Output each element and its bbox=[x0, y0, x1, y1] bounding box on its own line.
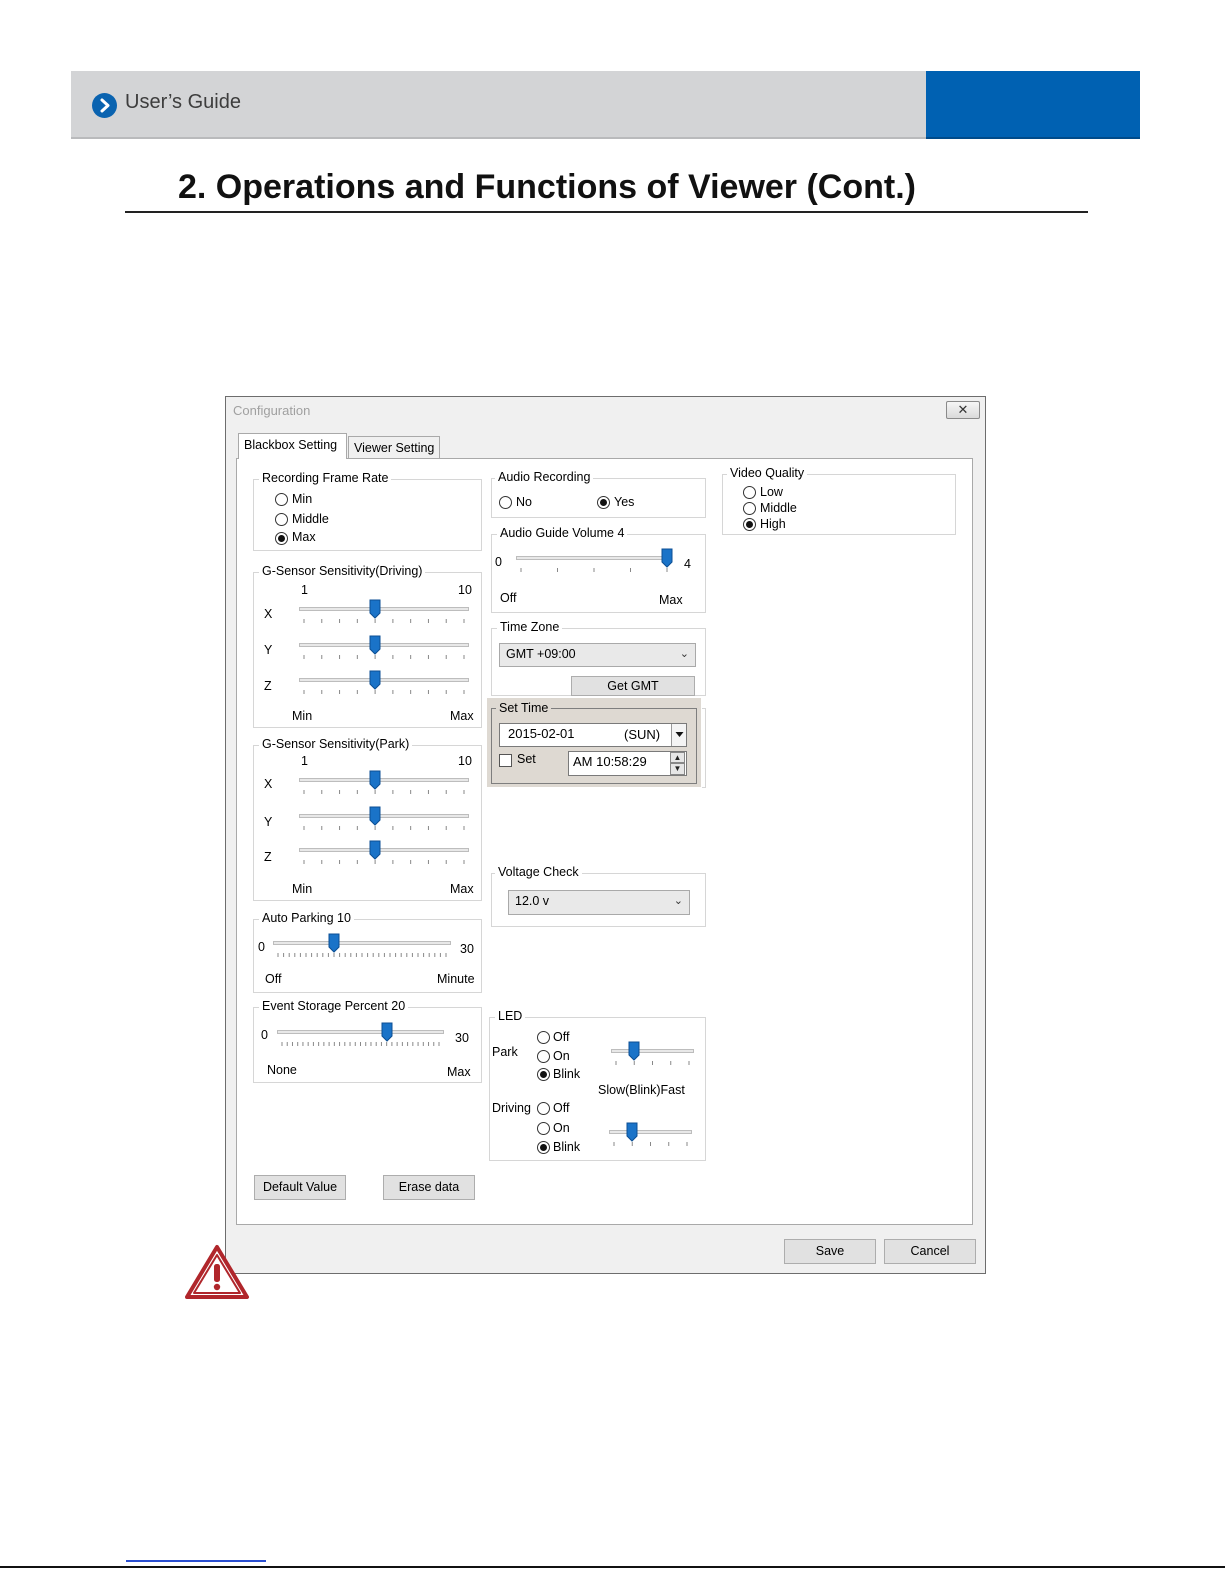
volume-min: 0 bbox=[495, 555, 502, 569]
g-driving-axis-x-label: X bbox=[264, 607, 273, 621]
g-park-y-slider-ticks bbox=[299, 826, 469, 832]
guide-label: User’s Guide bbox=[125, 91, 241, 113]
chevron-down-icon: ⌄ bbox=[673, 895, 683, 907]
g-driving-x-slider-thumb[interactable] bbox=[369, 599, 381, 619]
event-storage-none-label: None bbox=[267, 1063, 297, 1077]
g-driving-y-slider-ticks bbox=[299, 655, 469, 661]
voltage-select[interactable] bbox=[508, 890, 690, 915]
cancel-button[interactable]: Cancel bbox=[884, 1239, 976, 1264]
audio-no-label: No bbox=[516, 495, 532, 509]
g-driving-z-slider-thumb[interactable] bbox=[369, 670, 381, 690]
recording-frame-rate-label: Recording Frame Rate bbox=[259, 471, 391, 485]
audio-no-radio[interactable] bbox=[499, 496, 512, 509]
g-driving-x-slider-track[interactable] bbox=[299, 607, 469, 611]
quality-middle-radio[interactable] bbox=[743, 502, 756, 515]
quality-middle-label: Middle bbox=[760, 501, 797, 515]
auto-parking-minute-label: Minute bbox=[437, 972, 475, 986]
set-time-checkbox-label: Set bbox=[517, 752, 536, 766]
default-value-button[interactable]: Default Value bbox=[254, 1175, 346, 1200]
time-zone-label: Time Zone bbox=[497, 620, 562, 634]
warning-icon bbox=[183, 1243, 251, 1306]
quality-low-label: Low bbox=[760, 485, 783, 499]
event-storage-min: 0 bbox=[261, 1028, 268, 1042]
audio-guide-volume-slider-track[interactable] bbox=[516, 556, 672, 560]
led-label: LED bbox=[495, 1009, 525, 1023]
g-park-max-label: Max bbox=[450, 882, 474, 896]
led-speed-label: Slow(Blink)Fast bbox=[598, 1083, 685, 1097]
footer-rule bbox=[0, 1566, 1225, 1568]
g-park-y-slider-track[interactable] bbox=[299, 814, 469, 818]
led-driving-speed-slider-track[interactable] bbox=[609, 1130, 692, 1134]
g-park-x-slider-ticks bbox=[299, 790, 469, 796]
auto-parking-max: 30 bbox=[460, 942, 474, 956]
led-driving-blink-radio[interactable] bbox=[537, 1141, 550, 1154]
g-park-x-slider-thumb[interactable] bbox=[369, 770, 381, 790]
g-driving-y-slider-track[interactable] bbox=[299, 643, 469, 647]
led-driving-label: Driving bbox=[492, 1101, 531, 1115]
quality-low-radio[interactable] bbox=[743, 486, 756, 499]
save-button[interactable]: Save bbox=[784, 1239, 876, 1264]
day-value: (SUN) bbox=[624, 727, 661, 742]
frame-rate-min-radio[interactable] bbox=[275, 493, 288, 506]
chevron-down-icon: ⌄ bbox=[679, 648, 689, 660]
led-park-blink-radio[interactable] bbox=[537, 1068, 550, 1081]
led-park-speed-slider-track[interactable] bbox=[611, 1049, 694, 1053]
tab-blackbox-setting[interactable]: Blackbox Setting bbox=[238, 433, 347, 459]
led-park-on-radio[interactable] bbox=[537, 1050, 550, 1063]
video-quality-label: Video Quality bbox=[727, 466, 807, 480]
led-driving-on-label: On bbox=[553, 1121, 570, 1135]
frame-rate-middle-radio[interactable] bbox=[275, 513, 288, 526]
g-sensor-driving-label: G-Sensor Sensitivity(Driving) bbox=[259, 564, 425, 578]
set-time-group-edge bbox=[702, 708, 706, 788]
g-park-axis-z-label: Z bbox=[264, 850, 272, 864]
auto-parking-off-label: Off bbox=[265, 972, 282, 986]
g-park-scale-max: 10 bbox=[458, 754, 472, 768]
led-driving-off-radio[interactable] bbox=[537, 1102, 550, 1115]
time-zone-select[interactable] bbox=[499, 643, 696, 667]
event-storage-slider-track[interactable] bbox=[277, 1030, 444, 1034]
g-park-scale-min: 1 bbox=[301, 754, 308, 768]
led-park-off-label: Off bbox=[553, 1030, 570, 1044]
auto-parking-label: Auto Parking 10 bbox=[259, 911, 354, 925]
g-park-z-slider-track[interactable] bbox=[299, 848, 469, 852]
frame-rate-min-label: Min bbox=[292, 492, 313, 506]
set-time-checkbox[interactable] bbox=[499, 754, 512, 767]
erase-data-button[interactable]: Erase data bbox=[383, 1175, 475, 1200]
led-park-on-label: On bbox=[553, 1049, 570, 1063]
event-storage-slider-ticks bbox=[277, 1042, 444, 1048]
quality-high-label: High bbox=[760, 517, 786, 531]
led-park-label: Park bbox=[492, 1045, 518, 1059]
auto-parking-slider-ticks bbox=[273, 953, 451, 959]
volume-max-label: Max bbox=[659, 593, 683, 607]
audio-guide-volume-label: Audio Guide Volume 4 bbox=[497, 526, 627, 540]
audio-yes-label: Yes bbox=[614, 495, 635, 509]
volume-max: 4 bbox=[684, 557, 691, 571]
date-picker[interactable] bbox=[499, 723, 687, 747]
auto-parking-slider-thumb[interactable] bbox=[328, 933, 340, 953]
g-driving-min-label: Min bbox=[292, 709, 313, 723]
audio-guide-volume-slider-thumb[interactable] bbox=[661, 548, 673, 568]
time-spin-up-button[interactable]: ▲ bbox=[670, 752, 685, 763]
quality-high-radio[interactable] bbox=[743, 518, 756, 531]
event-storage-max-label: Max bbox=[447, 1065, 471, 1079]
guide-header-accent bbox=[926, 71, 1140, 139]
event-storage-label: Event Storage Percent 20 bbox=[259, 999, 408, 1013]
get-gmt-button[interactable]: Get GMT bbox=[571, 676, 695, 696]
g-park-x-slider-track[interactable] bbox=[299, 778, 469, 782]
event-storage-slider-thumb[interactable] bbox=[381, 1022, 393, 1042]
close-icon: ✕ bbox=[957, 402, 969, 417]
triangle-down-icon bbox=[672, 724, 687, 746]
g-driving-scale-min: 1 bbox=[301, 583, 308, 597]
frame-rate-middle-label: Middle bbox=[292, 512, 329, 526]
g-sensor-park-group bbox=[253, 745, 482, 901]
tab-viewer-setting[interactable]: Viewer Setting bbox=[348, 436, 440, 459]
page-title: 2. Operations and Functions of Viewer (Cont.) bbox=[178, 168, 916, 206]
time-value: AM 10:58:29 bbox=[573, 754, 647, 769]
led-park-blink-label: Blink bbox=[553, 1067, 581, 1081]
auto-parking-slider-track[interactable] bbox=[273, 941, 451, 945]
date-value: 2015-02-01 bbox=[508, 726, 575, 741]
g-driving-x-slider-ticks bbox=[299, 619, 469, 625]
title-divider bbox=[125, 211, 1088, 213]
g-driving-z-slider-track[interactable] bbox=[299, 678, 469, 682]
led-driving-off-label: Off bbox=[553, 1101, 570, 1115]
frame-rate-max-radio[interactable] bbox=[275, 532, 288, 545]
led-park-speed-slider-thumb[interactable] bbox=[628, 1041, 640, 1061]
audio-yes-radio[interactable] bbox=[597, 496, 610, 509]
frame-rate-max-label: Max bbox=[292, 530, 316, 544]
g-driving-y-slider-thumb[interactable] bbox=[369, 635, 381, 655]
g-sensor-driving-group bbox=[253, 572, 482, 728]
time-spin-down-button[interactable]: ▼ bbox=[670, 763, 685, 775]
event-storage-max: 30 bbox=[455, 1031, 469, 1045]
footer-link-underline bbox=[126, 1560, 266, 1562]
time-zone-value: GMT +09:00 bbox=[506, 647, 576, 661]
led-driving-on-radio[interactable] bbox=[537, 1122, 550, 1135]
g-sensor-park-label: G-Sensor Sensitivity(Park) bbox=[259, 737, 412, 751]
g-driving-z-slider-ticks bbox=[299, 690, 469, 696]
led-park-speed-slider-ticks bbox=[611, 1061, 694, 1067]
close-button[interactable] bbox=[946, 401, 980, 419]
voltage-value: 12.0 v bbox=[515, 894, 550, 908]
g-park-z-slider-thumb[interactable] bbox=[369, 840, 381, 860]
dialog-title: Configuration bbox=[233, 403, 311, 418]
g-park-min-label: Min bbox=[292, 882, 313, 896]
led-park-off-radio[interactable] bbox=[537, 1031, 550, 1044]
g-park-axis-x-label: X bbox=[264, 777, 273, 791]
led-driving-speed-slider-thumb[interactable] bbox=[626, 1122, 638, 1142]
g-driving-scale-max: 10 bbox=[458, 583, 472, 597]
auto-parking-min: 0 bbox=[258, 940, 265, 954]
g-park-y-slider-thumb[interactable] bbox=[369, 806, 381, 826]
led-driving-blink-label: Blink bbox=[553, 1140, 581, 1154]
voltage-check-label: Voltage Check bbox=[495, 865, 582, 879]
date-dropdown-button[interactable] bbox=[671, 724, 686, 746]
led-driving-speed-slider-ticks bbox=[609, 1142, 692, 1148]
volume-off-label: Off bbox=[500, 591, 517, 605]
audio-recording-label: Audio Recording bbox=[495, 470, 593, 484]
g-driving-max-label: Max bbox=[450, 709, 474, 723]
g-driving-axis-z-label: Z bbox=[264, 679, 272, 693]
video-quality-group bbox=[722, 474, 956, 535]
g-driving-axis-y-label: Y bbox=[264, 643, 273, 657]
g-park-z-slider-ticks bbox=[299, 860, 469, 866]
chevron-right-icon bbox=[92, 93, 117, 118]
g-park-axis-y-label: Y bbox=[264, 815, 273, 829]
audio-guide-volume-slider-ticks bbox=[516, 568, 672, 574]
set-time-label: Set Time bbox=[496, 701, 551, 715]
